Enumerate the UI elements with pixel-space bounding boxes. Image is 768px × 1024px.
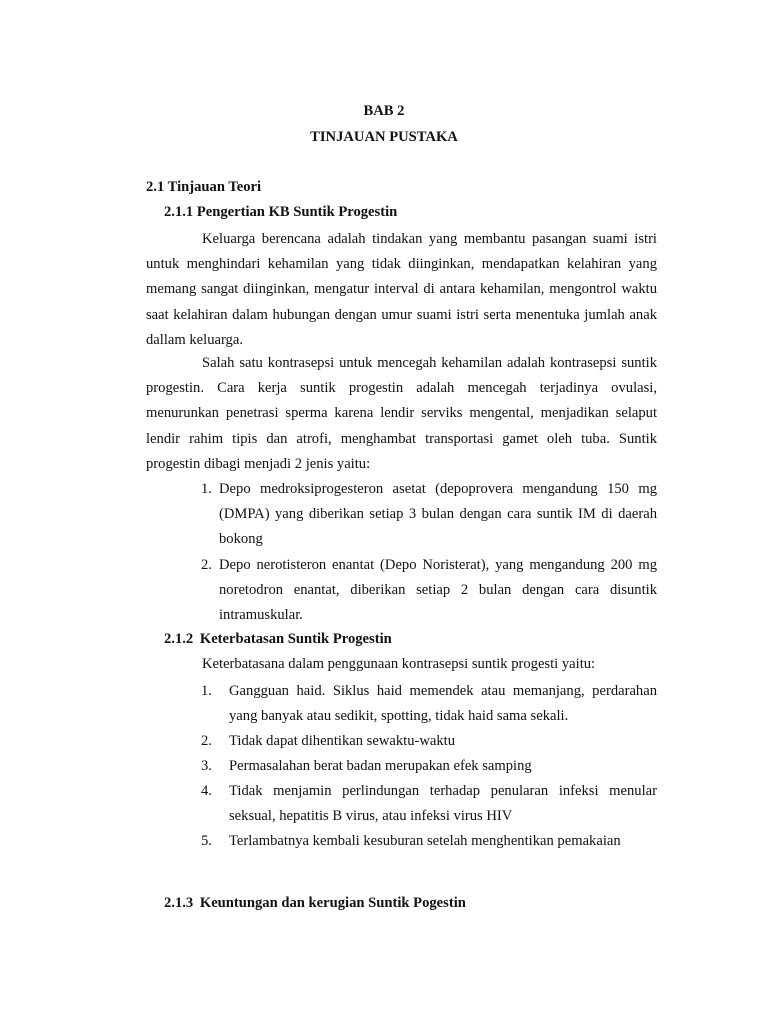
paragraph-progestin-mechanism: Salah satu kontrasepsi untuk mencegah kehamilan adalah kontrasepsi suntik progestin. Cara kerja suntik progestin adalah mencegah terjadinya ovulasi, menurunkan penetrasi sperma karena lendir serviks mengental, menjadikan selaput lendir rahim tipis dan atrofi, menghambat transportasi gamet oleh tuba. Suntik progestin dibagi menjadi 2 jenis yaitu: — [146, 355, 657, 472]
list-text: Depo nerotisteron enantat (Depo Noristerat), yang mengandung 200 mg noretodron enantat, diberikan setiap 2 bulan dengan cara disuntik intramuskular. — [219, 557, 657, 624]
list-text: Permasalahan berat badan merupakan efek samping — [229, 758, 532, 774]
list-text: Depo medroksiprogesteron asetat (depoprovera mengandung 150 mg (DMPA) yang diberikan setiap 3 bulan dengan cara suntik IM di daerah bokong — [219, 481, 657, 548]
list-number: 5. — [201, 833, 212, 849]
section-number: 2.1.3 — [164, 895, 194, 911]
section-2-1-2-heading — [164, 631, 392, 648]
list-item — [201, 779, 657, 829]
list-item — [201, 477, 657, 553]
section-2-1-3-heading — [164, 895, 466, 912]
section-title: Keuntungan dan kerugian Suntik Pogestin — [199, 895, 466, 911]
list-text: Tidak menjamin perlindungan terhadap penularan infeksi menular seksual, hepatitis B virus, atau infeksi virus HIV — [229, 783, 657, 825]
list-text: Terlambatnya kembali kesuburan setelah menghentikan pemakaian — [229, 833, 621, 849]
list-item — [201, 729, 657, 754]
paragraph-kb-definition: Keluarga berencana adalah tindakan yang membantu pasangan suami istri untuk menghindari kehamilan yang tidak diinginkan, mendapatkan kelahiran yang memang sangat diinginkan, mengatur interval di antara kehamilan, mengontrol waktu saat kelahiran dalam hubungan dengan umur suami istri serta menentuka jumlah anak dallam keluarga. — [146, 231, 657, 348]
section-2-1-1-heading: 2.1.1 Pengertian KB Suntik Progestin — [164, 204, 398, 220]
list-number: 4. — [201, 783, 212, 799]
list-number: 1. — [201, 683, 212, 699]
paragraph-limitations-intro: Keterbatasana dalam penggunaan kontrasepsi suntik progesti yaitu: — [202, 656, 596, 672]
list-item — [201, 679, 657, 729]
list-item — [201, 553, 657, 629]
list-text: Gangguan haid. Siklus haid memendek atau memanjang, perdarahan yang banyak atau sedikit, spotting, tidak haid sama sekali. — [229, 683, 657, 725]
list-text: Tidak dapat dihentikan sewaktu-waktu — [229, 733, 456, 749]
list-item — [201, 754, 657, 779]
list-number: 1. — [201, 481, 212, 497]
list-number: 3. — [201, 758, 212, 774]
list-number: 2. — [201, 557, 212, 573]
chapter-label: BAB 2 — [363, 103, 405, 119]
chapter-title: TINJAUAN PUSTAKA — [310, 129, 458, 145]
list-item — [201, 829, 657, 854]
section-number: 2.1.2 — [164, 631, 194, 647]
section-title: Keterbatasan Suntik Progestin — [199, 631, 392, 647]
section-2-1-heading: 2.1 Tinjauan Teori — [146, 179, 262, 195]
list-number: 2. — [201, 733, 212, 749]
